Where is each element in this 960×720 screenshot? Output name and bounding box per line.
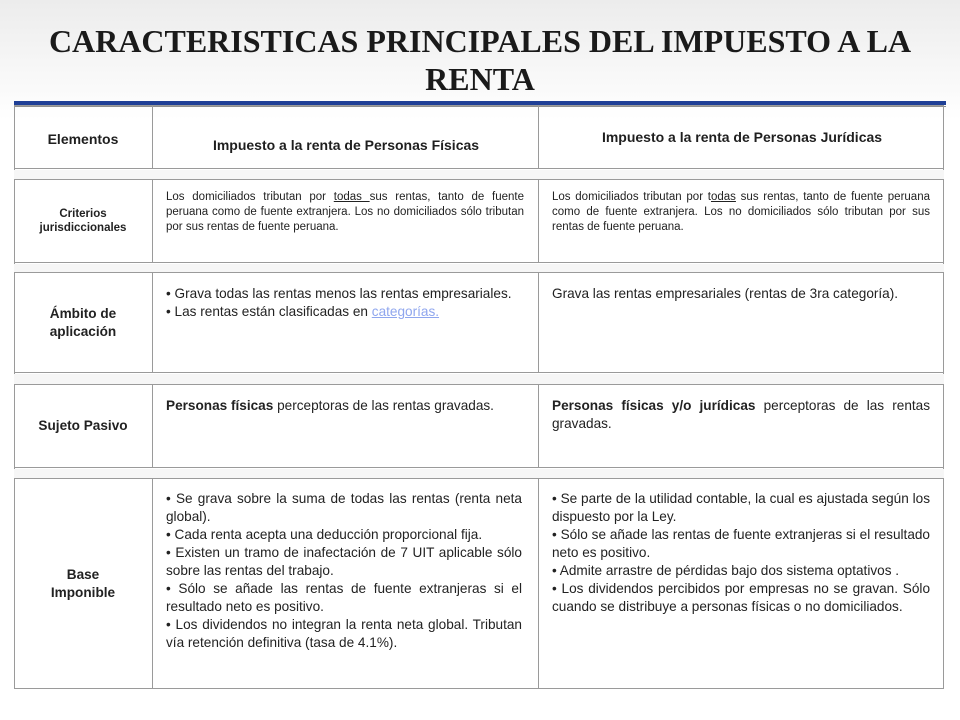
cell-criterios-juridicas — [538, 180, 944, 262]
ambito-fisicas-bullet-1: • Grava todas las rentas menos las rentas empresariales. — [166, 286, 512, 301]
cell-base-juridicas — [538, 479, 944, 688]
ambito-juridicas-text: Grava las rentas empresariales (rentas de 3ra categoría). — [552, 286, 899, 301]
sujeto-juridicas-bold: Personas físicas y/o jurídicas — [552, 398, 756, 413]
cell-sujeto-fisicas — [152, 385, 538, 467]
header-juridicas-label: Impuesto a la renta de Personas Jurídicas — [601, 129, 883, 145]
table-header-row — [14, 105, 944, 169]
table-row-ambito — [14, 272, 944, 373]
row-label-sujeto-pasivo — [14, 385, 152, 467]
row-label-base-imponible-text: Base Imponible — [50, 566, 116, 600]
criterios-fisicas-underlined: todas — [333, 191, 370, 203]
sujeto-juridicas-text: perceptoras de las rentas gravadas. — [552, 398, 931, 431]
sujeto-fisicas-bold: Personas físicas — [166, 398, 274, 413]
cell-ambito-juridicas — [538, 273, 944, 372]
row-spacer — [14, 374, 944, 384]
base-juridicas-bullet: • Admite arrastre de pérdidas bajo dos sistema optativos . — [552, 563, 900, 578]
header-fisicas-label: Impuesto a la renta de Personas Físicas — [212, 137, 480, 153]
row-spacer — [14, 469, 944, 478]
header-elementos-label: Elementos — [47, 131, 119, 147]
header-elementos — [14, 105, 152, 168]
criterios-juridicas-text-a: Los domiciliados tributan por t — [552, 191, 711, 203]
cell-base-fisicas — [152, 479, 538, 688]
page-title: CARACTERISTICAS PRINCIPALES DEL IMPUESTO A LA RENTA — [48, 23, 912, 97]
row-label-criterios — [14, 180, 152, 262]
base-juridicas-bullet: • Se parte de la utilidad contable, la cual es ajustada según los dispuesto por la Ley. — [552, 491, 930, 524]
row-label-sujeto-pasivo-text: Sujeto Pasivo — [38, 418, 128, 433]
row-label-criterios-text: Criterios jurisdiccionales — [39, 208, 127, 234]
base-fisicas-bullet: • Existen un tramo de inafectación de 7 UIT aplicable sólo sobre las rentas del trabajo. — [166, 545, 522, 578]
cell-ambito-fisicas — [152, 273, 538, 372]
categorias-link[interactable]: categorías. — [371, 304, 440, 319]
cell-criterios-fisicas — [152, 180, 538, 262]
header-fisicas — [152, 105, 538, 168]
base-fisicas-bullet: • Se grava sobre la suma de todas las rentas (renta neta global). — [166, 491, 522, 524]
base-fisicas-bullet: • Los dividendos no integran la renta neta global. Tributan vía retención definitiva (tasa de 4.1%). — [166, 617, 522, 650]
base-fisicas-bullet: • Sólo se añade las rentas de fuente extranjeras si el resultado neto es positivo. — [166, 581, 522, 614]
base-juridicas-bullet: • Los dividendos percibidos por empresas no se gravan. Sólo cuando se distribuye a personas físicas o no domiciliados. — [552, 581, 930, 614]
criterios-juridicas-text-b: sus rentas, tanto de fuente peruana como de fuente extranjera. Los no domiciliados sólo tributan por sus rentas de fuente peruana. — [552, 191, 930, 233]
sujeto-fisicas-text: perceptoras de las rentas gravadas. — [273, 398, 494, 413]
criterios-juridicas-underlined: odas — [710, 191, 736, 203]
row-spacer — [14, 170, 944, 179]
row-spacer — [14, 264, 944, 272]
base-juridicas-bullet: • Sólo se añade las rentas de fuente extranjeras si el resultado neto es positivo. — [552, 527, 930, 560]
row-label-ambito-text: Ámbito de aplicación — [49, 305, 117, 339]
header-juridicas — [538, 105, 944, 168]
base-fisicas-bullet: • Cada renta acepta una deducción proporcional fija. — [166, 527, 483, 542]
row-label-base-imponible — [14, 479, 152, 688]
criterios-fisicas-text-a: Los domiciliados tributan por — [166, 191, 334, 203]
row-label-ambito — [14, 273, 152, 372]
table-row-criterios — [14, 179, 944, 263]
ambito-fisicas-bullet-2: • Las rentas están clasificadas en — [166, 304, 372, 319]
table-row-base-imponible — [14, 478, 944, 689]
cell-sujeto-juridicas — [538, 385, 944, 467]
table-row-sujeto-pasivo — [14, 384, 944, 468]
criterios-fisicas-text-b: sus rentas, tanto de fuente peruana como de fuente extranjera. Los no domiciliados sólo tributan por sus rentas de fuente peruana. — [166, 191, 524, 233]
